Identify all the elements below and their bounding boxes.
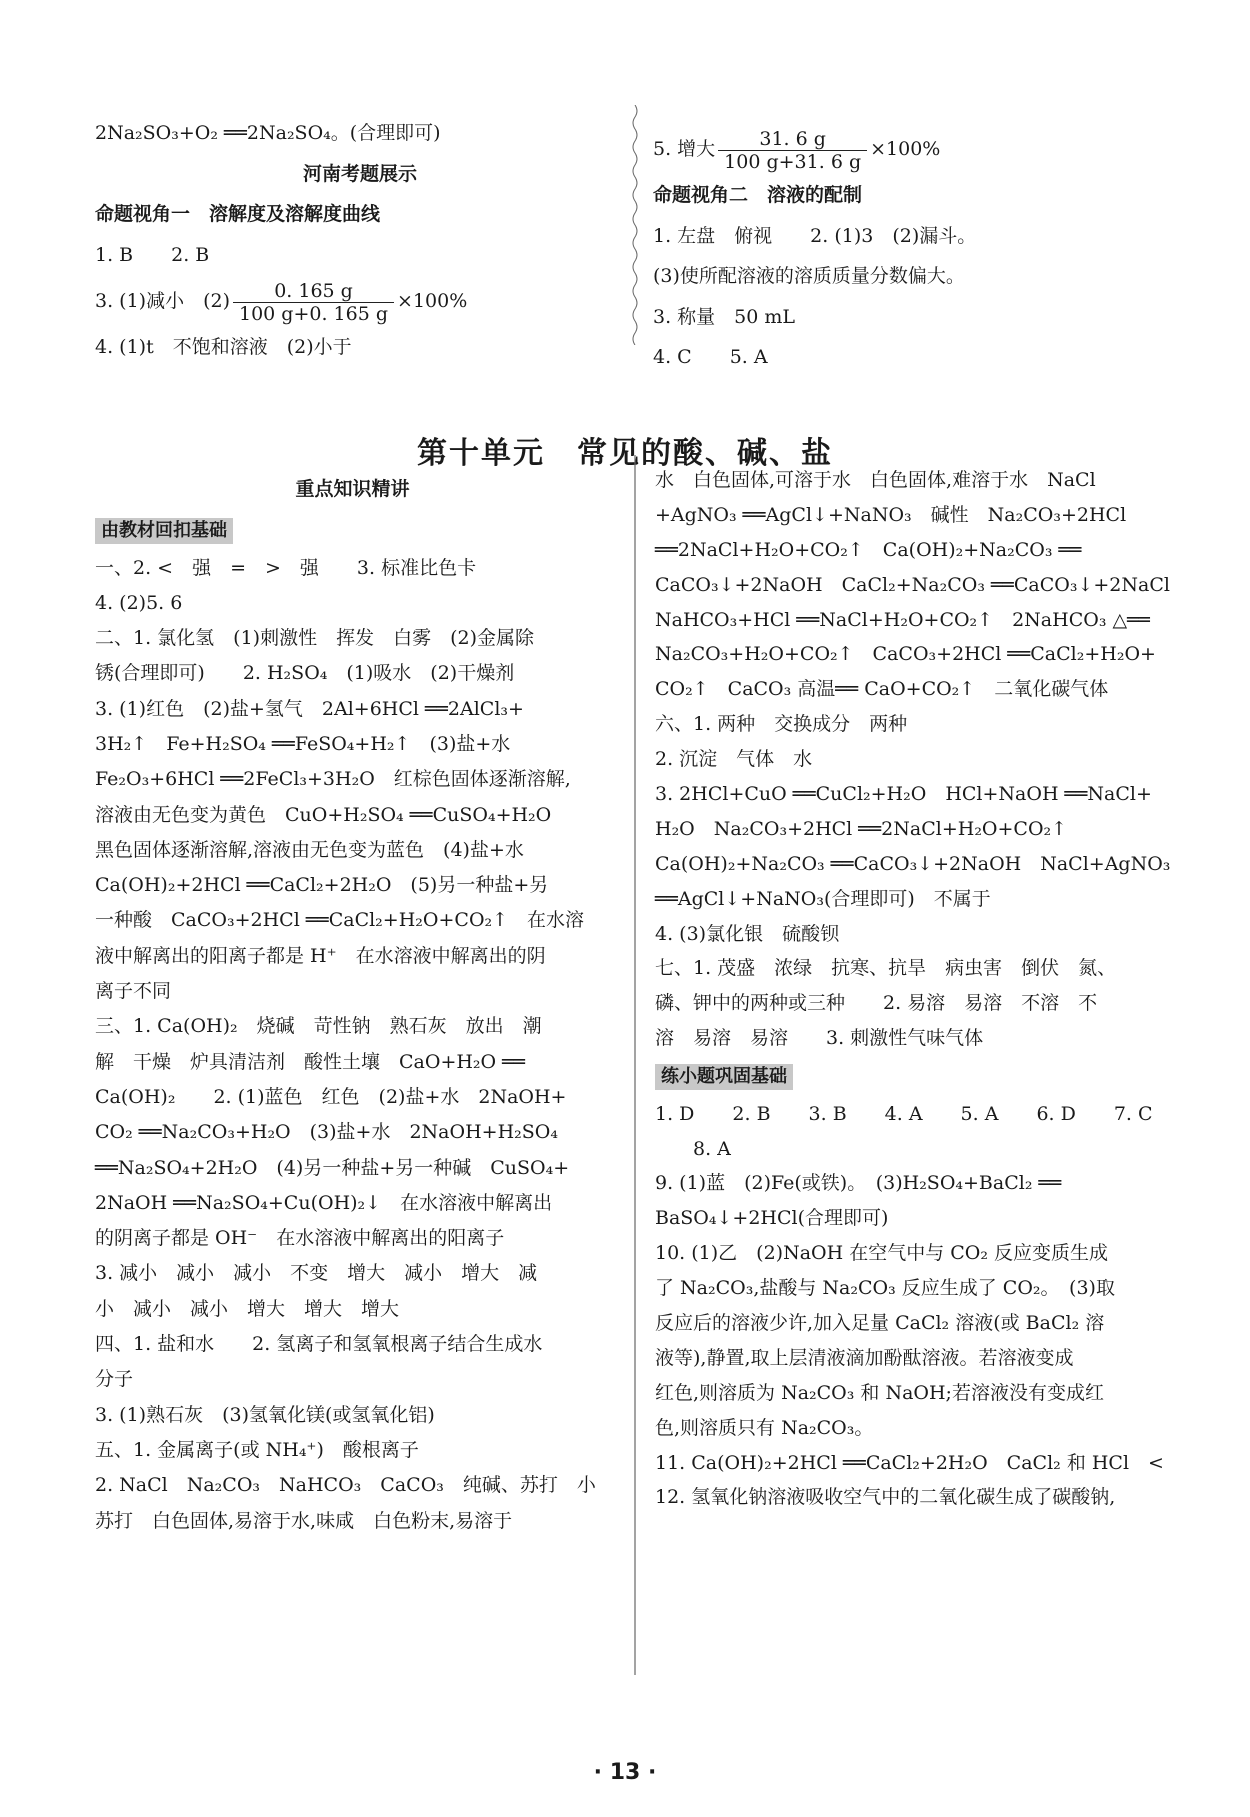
answer-line: Fe₂O₃+6HCl ══2FeCl₃+3H₂O 红棕色固体逐渐溶解, bbox=[95, 768, 571, 791]
answer-line: 一、2. < 强 = > 强 3. 标准比色卡 bbox=[95, 556, 477, 579]
column-divider-bottom bbox=[631, 455, 639, 1675]
answer-lines bbox=[95, 551, 610, 1539]
answer-line: BaSO₄↓+2HCl(合理即可) bbox=[655, 1207, 889, 1230]
answer-line: Ca(OH)₂+2HCl ══CaCl₂+2H₂O (5)另一种盐+另 bbox=[95, 874, 549, 897]
section-badge: 由教材回扣基础 bbox=[95, 518, 233, 544]
answer-line: 离子不同 bbox=[95, 980, 172, 1003]
top-right-column bbox=[653, 123, 1168, 378]
answer-line: 六、1. 两种 交换成分 两种 bbox=[655, 713, 908, 736]
fraction-denominator: 100 g+31. 6 g bbox=[724, 150, 862, 173]
badge-line bbox=[655, 1056, 1168, 1097]
answer-line: 2. 沉淀 气体 水 bbox=[655, 748, 813, 771]
answer-line: 8. A bbox=[655, 1137, 731, 1160]
answer-line: 3. 2HCl+CuO ══CuCl₂+H₂O HCl+NaOH ══NaCl+ bbox=[655, 783, 1152, 806]
answer-line: 三、1. Ca(OH)₂ 烧碱 苛性钠 熟石灰 放出 潮 bbox=[95, 1015, 542, 1038]
answer-line: 液等),静置,取上层清液滴加酚酞溶液。若溶液变成 bbox=[655, 1346, 1074, 1369]
answer-line: 苏打 白色固体,易溶于水,味咸 白色粉末,易溶于 bbox=[95, 1509, 513, 1532]
answer-line: 二、1. 氯化氢 (1)刺激性 挥发 白雾 (2)金属除 bbox=[95, 627, 534, 650]
answer-suffix: ×100% bbox=[870, 138, 941, 160]
answer-suffix: ×100% bbox=[397, 290, 468, 312]
answer-line: 水 白色固体,可溶于水 白色固体,难溶于水 NaCl bbox=[655, 469, 1096, 491]
answer-line: 溶液由无色变为黄色 CuO+H₂SO₄ ══CuSO₄+H₂O bbox=[95, 803, 552, 826]
answer-line: 2NaOH ══Na₂SO₄+Cu(OH)₂↓ 在水溶液中解离出 bbox=[95, 1191, 553, 1214]
subsection-header: 命题视角一 溶解度及溶解度曲线 bbox=[95, 203, 381, 225]
answer-prefix: 5. 增大 bbox=[653, 138, 716, 160]
answer-line-fraction bbox=[95, 275, 625, 327]
answer-line: 3. (1)熟石灰 (3)氢氧化镁(或氢氧化铝) bbox=[95, 1403, 435, 1426]
answer-line-fraction bbox=[653, 123, 1168, 175]
answer-line: 分子 bbox=[95, 1368, 134, 1391]
answer-line: 色,则溶质只有 Na₂CO₃。 bbox=[655, 1416, 874, 1439]
answer-line: Ca(OH)₂ 2. (1)蓝色 红色 (2)盐+水 2NaOH+ bbox=[95, 1085, 567, 1108]
answer-line: 12. 氢氧化钠溶液吸收空气中的二氧化碳生成了碳酸钠, bbox=[655, 1486, 1116, 1509]
answer-line: 3. (1)红色 (2)盐+氢气 2Al+6HCl ══2AlCl₃+ bbox=[95, 697, 524, 720]
answer-line: 液中解离出的阳离子都是 H⁺ 在水溶液中解离出的阴 bbox=[95, 944, 546, 967]
answer-line: 4. C 5. A bbox=[653, 346, 768, 368]
answer-line: 红色,则溶质为 Na₂CO₃ 和 NaOH;若溶液没有变成红 bbox=[655, 1381, 1104, 1404]
fraction-numerator: 0. 165 g bbox=[233, 280, 394, 303]
answer-line: 解 干燥 炉具清洁剂 酸性土壤 CaO+H₂O ══ bbox=[95, 1050, 526, 1073]
answer-line: 4. (2)5. 6 bbox=[95, 591, 183, 614]
answer-line: ══Na₂SO₄+2H₂O (4)另一种盐+另一种碱 CuSO₄+ bbox=[95, 1156, 570, 1179]
answer-line: (3)使所配溶液的溶质质量分数偏大。 bbox=[653, 265, 965, 287]
answer-line: 溶 易溶 易溶 3. 刺激性气味气体 bbox=[655, 1027, 984, 1050]
answer-line: 9. (1)蓝 (2)Fe(或铁)。 (3)H₂SO₄+BaCl₂ ══ bbox=[655, 1172, 1062, 1195]
answer-prefix: 3. (1)减小 (2) bbox=[95, 290, 230, 312]
answer-line: ══AgCl↓+NaNO₃(合理即可) 不属于 bbox=[655, 887, 991, 910]
unit-title: 第十单元 常见的酸、碱、盐 bbox=[417, 436, 833, 471]
section-badge: 练小题巩固基础 bbox=[655, 1064, 793, 1090]
answer-line: 锈(合理即可) 2. H₂SO₄ (1)吸水 (2)干燥剂 bbox=[95, 662, 515, 685]
answer-line: +AgNO₃ ══AgCl↓+NaNO₃ 碱性 Na₂CO₃+2HCl bbox=[655, 503, 1127, 526]
section-header: 重点知识精讲 bbox=[295, 478, 410, 500]
answer-line: 的阴离子都是 OH⁻ 在水溶液中解离出的阳离子 bbox=[95, 1227, 505, 1250]
answer-line: 五、1. 金属离子(或 NH₄⁺) 酸根离子 bbox=[95, 1438, 419, 1461]
badge-line bbox=[95, 510, 610, 551]
answer-line: 四、1. 盐和水 2. 氢离子和氢氧根离子结合生成水 bbox=[95, 1333, 543, 1356]
answer-line: ══2NaCl+H₂O+CO₂↑ Ca(OH)₂+Na₂CO₃ ══ bbox=[655, 538, 1082, 561]
answer-line: 4. (3)氯化银 硫酸钡 bbox=[655, 922, 840, 945]
answer-line: 11. Ca(OH)₂+2HCl ══CaCl₂+2H₂O CaCl₂ 和 HCl < bbox=[655, 1451, 1164, 1474]
section-header: 河南考题展示 bbox=[302, 162, 417, 185]
answer-line: 小 减小 减小 增大 增大 增大 bbox=[95, 1297, 400, 1320]
equation-line: 2Na₂SO₃+O₂ ══2Na₂SO₄。(合理即可) bbox=[95, 122, 441, 144]
answer-line: 4. (1)t 不饱和溶液 (2)小于 bbox=[95, 336, 352, 358]
answer-line: 七、1. 茂盛 浓绿 抗寒、抗旱 病虫害 倒伏 氮、 bbox=[655, 957, 1117, 980]
answer-line: NaHCO₃+HCl ══NaCl+H₂O+CO₂↑ 2NaHCO₃ △══ bbox=[655, 608, 1150, 631]
answer-line: CaCO₃↓+2NaOH CaCl₂+Na₂CO₃ ══CaCO₃↓+2NaCl bbox=[655, 573, 1170, 596]
answer-line: CO₂ ══Na₂CO₃+H₂O (3)盐+水 2NaOH+H₂SO₄ bbox=[95, 1121, 558, 1144]
top-left-column bbox=[95, 113, 625, 368]
answer-line: 3. 称量 50 mL bbox=[653, 305, 796, 328]
bottom-right-column bbox=[655, 463, 1171, 1515]
answer-line: 1. B 2. B bbox=[95, 243, 210, 266]
answer-line: 磷、钾中的两种或三种 2. 易溶 易溶 不溶 不 bbox=[655, 992, 1098, 1015]
answer-line: 了 Na₂CO₃,盐酸与 Na₂CO₃ 反应生成了 CO₂。 (3)取 bbox=[655, 1277, 1115, 1300]
bottom-left-column bbox=[95, 510, 610, 1539]
page-number: · 13 · bbox=[593, 1760, 657, 1785]
fraction-numerator: 31. 6 g bbox=[718, 128, 867, 151]
answer-lines bbox=[655, 1097, 1168, 1516]
column-divider-top bbox=[631, 105, 639, 345]
answer-line: 黑色固体逐渐溶解,溶液由无色变为蓝色 (4)盐+水 bbox=[95, 838, 524, 861]
answer-line: 10. (1)乙 (2)NaOH 在空气中与 CO₂ 反应变质生成 bbox=[655, 1242, 1109, 1265]
answer-line: 3. 减小 减小 减小 不变 增大 减小 增大 减 bbox=[95, 1262, 538, 1285]
answer-line: 一种酸 CaCO₃+2HCl ══CaCl₂+H₂O+CO₂↑ 在水溶 bbox=[95, 909, 585, 932]
subsection-header: 命题视角二 溶液的配制 bbox=[653, 184, 863, 206]
answer-line: Na₂CO₃+H₂O+CO₂↑ CaCO₃+2HCl ══CaCl₂+H₂O+ bbox=[655, 643, 1156, 666]
answer-line: CO₂↑ CaCO₃ 高温══ CaO+CO₂↑ 二氧化碳气体 bbox=[655, 678, 1109, 701]
fraction-denominator: 100 g+0. 165 g bbox=[239, 302, 389, 325]
answer-line: 1. D 2. B 3. B 4. A 5. A 6. D 7. C bbox=[655, 1102, 1153, 1125]
answer-line: 3H₂↑ Fe+H₂SO₄ ══FeSO₄+H₂↑ (3)盐+水 bbox=[95, 732, 511, 755]
answer-line: H₂O Na₂CO₃+2HCl ══2NaCl+H₂O+CO₂↑ bbox=[655, 817, 1068, 840]
answer-line: Ca(OH)₂+Na₂CO₃ ══CaCO₃↓+2NaOH NaCl+AgNO₃ bbox=[655, 852, 1171, 875]
answer-line: 1. 左盘 俯视 2. (1)3 (2)漏斗。 bbox=[653, 224, 977, 247]
answer-line: 反应后的溶液少许,加入足量 CaCl₂ 溶液(或 BaCl₂ 溶 bbox=[655, 1311, 1105, 1334]
fraction bbox=[233, 280, 394, 325]
fraction bbox=[718, 128, 867, 173]
answer-line: 2. NaCl Na₂CO₃ NaHCO₃ CaCO₃ 纯碱、苏打 小 bbox=[95, 1474, 596, 1497]
answer-lines bbox=[655, 463, 1171, 1056]
